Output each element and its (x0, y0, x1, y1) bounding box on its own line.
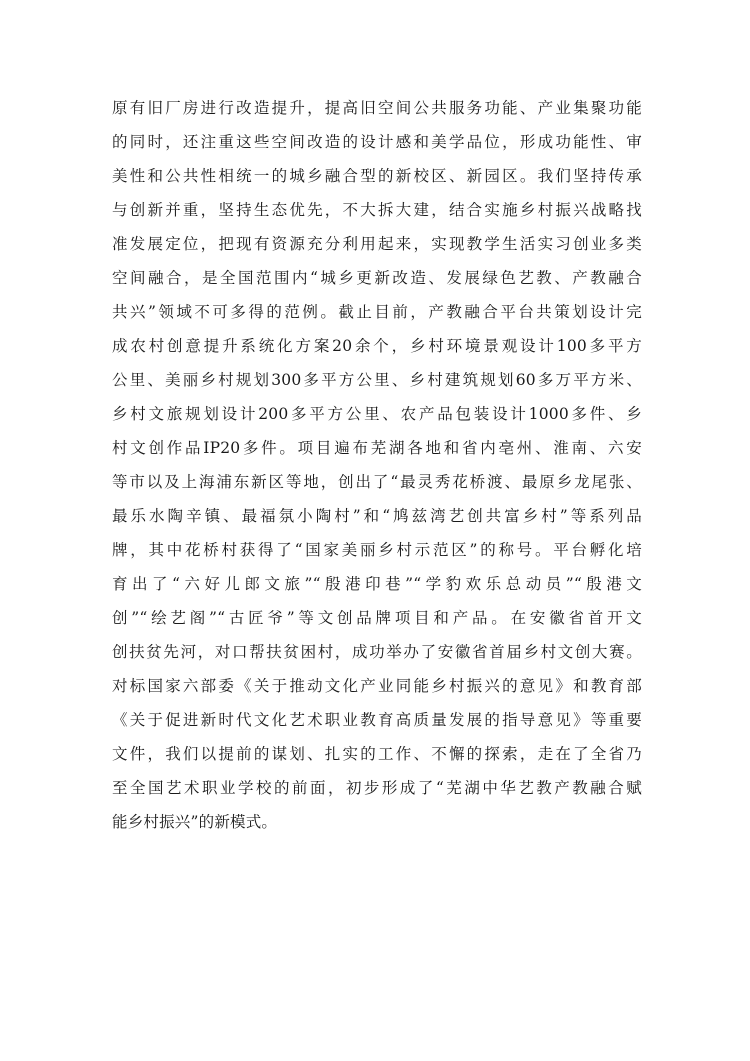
text-line: 文件，我们以提前的谋划、扎实的工作、不懈的探索，走在了全省乃 (112, 745, 642, 763)
text-line: 对标国家六部委《关于推动文化产业同能乡村振兴的意见》和教育部 (112, 677, 642, 695)
text-line: 村文创作品IP20多件。项目遍布芜湖各地和省内亳州、淮南、六安 (112, 439, 642, 457)
text-line: 等市以及上海浦东新区等地，创出了“最灵秀花桥渡、最原乡龙尾张、 (112, 473, 642, 491)
text-line: 原有旧厂房进行改造提升，提高旧空间公共服务功能、产业集聚功能 (112, 99, 642, 117)
text-line: 创扶贫先河，对口帮扶贫困村，成功举办了安徽省首届乡村文创大赛。 (112, 643, 642, 661)
text-line: 与创新并重，坚持生态优先，不大拆大建，结合实施乡村振兴战略找 (112, 201, 642, 219)
text-line: 公里、美丽乡村规划300多平方公里、乡村建筑规划60多万平方米、 (112, 371, 642, 389)
text-line: 牌，其中花桥村获得了“国家美丽乡村示范区”的称号。平台孵化培 (112, 541, 642, 559)
text-line: 最乐水陶辛镇、最福氛小陶村”和“鸠兹湾艺创共富乡村”等系列品 (112, 507, 642, 525)
body-paragraph (112, 91, 642, 839)
text-line: 美性和公共性相统一的城乡融合型的新校区、新园区。我们坚持传承 (112, 167, 642, 185)
text-line: 至全国艺术职业学校的前面，初步形成了“芜湖中华艺教产教融合赋 (112, 779, 642, 797)
text-line: 空间融合，是全国范围内“城乡更新改造、发展绿色艺教、产教融合 (112, 269, 642, 287)
text-line: 能乡村振兴”的新模式。 (112, 813, 278, 831)
text-line: 创”“绘艺阁”“古匠爷”等文创品牌项目和产品。在安徽省首开文 (112, 609, 642, 627)
text-line: 准发展定位，把现有资源充分利用起来，实现教学生活实习创业多类 (112, 235, 642, 253)
text-line: 《关于促进新时代文化艺术职业教育高质量发展的指导意见》等重要 (112, 711, 642, 729)
text-line: 的同时，还注重这些空间改造的设计感和美学品位，形成功能性、审 (112, 133, 642, 151)
text-line: 共兴”领域不可多得的范例。截止目前，产教融合平台共策划设计完 (112, 303, 642, 321)
text-line: 育出了“六好儿郎文旅”“殷港印巷”“学豹欢乐总动员”“殷港文 (112, 575, 642, 593)
text-line: 乡村文旅规划设计200多平方公里、农产品包装设计1000多件、乡 (112, 405, 642, 423)
text-line: 成农村创意提升系统化方案20余个，乡村环境景观设计100多平方 (112, 337, 642, 355)
